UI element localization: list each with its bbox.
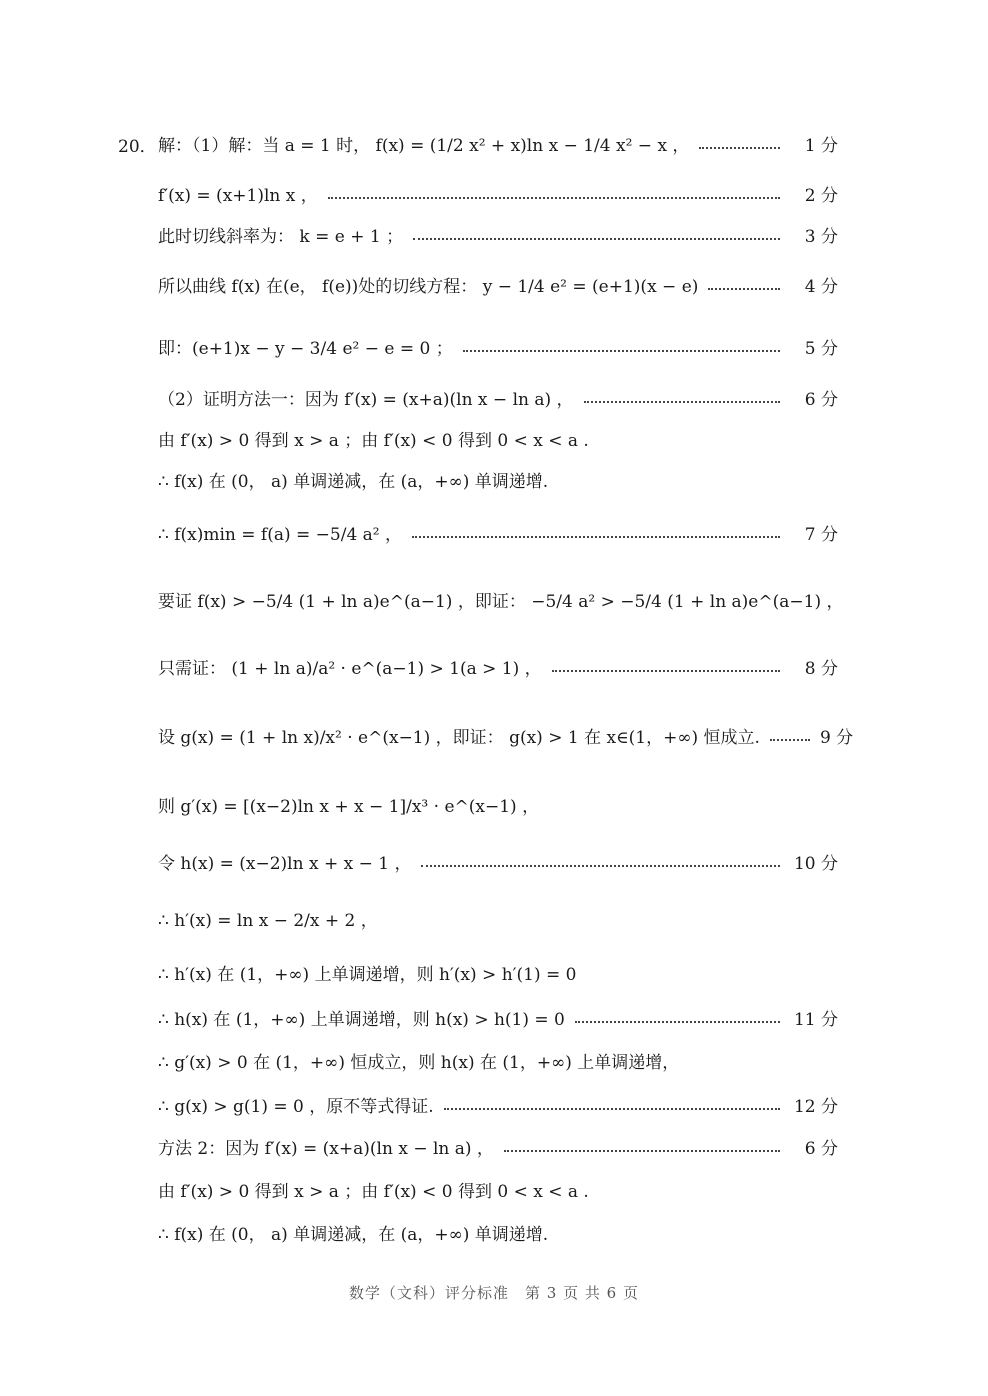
solution-line	[158, 121, 838, 165]
question-number: 20．	[118, 137, 157, 157]
solution-line	[158, 1210, 838, 1254]
dot-leader	[552, 670, 780, 672]
score-label: 3 分	[804, 226, 838, 247]
line-text: ∴ f(x)min = f(a) = −5/4 a² ，	[158, 524, 403, 545]
line-text: 所以曲线 f(x) 在(e， f(e))处的切线方程： y − 1/4 e² = (e+1)(x − e)	[158, 276, 699, 297]
score-label: 8 分	[804, 658, 838, 679]
solution-line	[158, 510, 838, 554]
solution-line	[158, 896, 838, 940]
solution-line	[158, 1167, 838, 1211]
line-text: 设 g(x) = (1 + ln x)/x² · e^(x−1) ，即证： g(x) > 1 在 x∈(1，+∞) 恒成立.	[158, 727, 760, 748]
solution-line	[158, 171, 838, 215]
solution-line	[158, 416, 838, 460]
solution-line	[158, 375, 838, 419]
page-footer: 数学（文科）评分标准 第 3 页 共 6 页	[349, 1284, 639, 1302]
solution-line	[158, 212, 838, 256]
solution-line	[158, 457, 838, 501]
line-text: 则 g′(x) = [(x−2)ln x + x − 1]/x³ · e^(x−1) ，	[158, 796, 540, 817]
solution-line	[158, 644, 838, 688]
dot-leader	[708, 288, 780, 290]
score-label: 12 分	[793, 1096, 838, 1117]
solution-line	[158, 782, 838, 826]
score-label: 11 分	[793, 1009, 838, 1030]
line-text: ∴ f(x) 在 (0， a) 单调递减，在 (a，+∞) 单调递增.	[158, 471, 549, 492]
line-text: 此时切线斜率为： k = e + 1 ；	[158, 226, 404, 247]
dot-leader	[421, 865, 780, 867]
line-text: ∴ h′(x) 在 (1，+∞) 上单调递增，则 h′(x) > h′(1) = 0	[158, 964, 577, 985]
solution-line	[158, 262, 838, 306]
line-text: （2）证明方法一：因为 f′(x) = (x+a)(ln x − ln a) ，	[158, 389, 574, 410]
line-text: 要证 f(x) > −5/4 (1 + ln a)e^(a−1) ，即证： −5/4 a² > −5/4 (1 + ln a)e^(a−1) ，	[158, 591, 844, 612]
solution-line	[158, 995, 838, 1039]
score-label: 10 分	[793, 853, 838, 874]
solution-line	[158, 839, 838, 883]
line-text: 只需证： (1 + ln a)/a² · e^(a−1) > 1(a > 1) ，	[158, 658, 542, 679]
line-text: ∴ h′(x) = ln x − 2/x + 2 ，	[158, 910, 378, 931]
score-label: 5 分	[804, 338, 838, 359]
solution-line	[158, 1082, 838, 1126]
dot-leader	[770, 739, 810, 741]
score-label: 2 分	[804, 185, 838, 206]
line-text: 由 f′(x) > 0 得到 x > a ；由 f′(x) < 0 得到 0 < x < a .	[158, 430, 589, 451]
solution-line	[158, 1038, 838, 1082]
score-label: 1 分	[804, 135, 838, 156]
solution-line	[158, 324, 838, 368]
dot-leader	[444, 1108, 780, 1110]
solution-line	[158, 713, 854, 757]
dot-leader	[584, 401, 780, 403]
line-text: 令 h(x) = (x−2)ln x + x − 1 ，	[158, 853, 412, 874]
line-text: ∴ f(x) 在 (0， a) 单调递减，在 (a，+∞) 单调递增.	[158, 1224, 549, 1245]
line-text: ∴ g′(x) > 0 在 (1，+∞) 恒成立，则 h(x) 在 (1，+∞) 上单调递增，	[158, 1052, 680, 1073]
dot-leader	[328, 197, 780, 199]
line-text: 由 f′(x) > 0 得到 x > a ；由 f′(x) < 0 得到 0 < x < a .	[158, 1181, 589, 1202]
score-label: 4 分	[804, 276, 838, 297]
line-text: 即：(e+1)x − y − 3/4 e² − e = 0 ；	[158, 338, 453, 359]
line-text: f′(x) = (x+1)ln x ，	[158, 185, 318, 206]
dot-leader	[699, 147, 780, 149]
solution-line	[158, 577, 844, 621]
dot-leader	[412, 536, 780, 538]
line-text: 方法 2：因为 f′(x) = (x+a)(ln x − ln a) ，	[158, 1138, 494, 1159]
dot-leader	[504, 1150, 780, 1152]
score-label: 6 分	[804, 389, 838, 410]
dot-leader	[413, 238, 780, 240]
line-text: 解：（1）解：当 a = 1 时， f(x) = (1/2 x² + x)ln x − 1/4 x² − x ，	[158, 135, 690, 156]
score-label: 6 分	[804, 1138, 838, 1159]
dot-leader	[575, 1021, 780, 1023]
dot-leader	[463, 350, 780, 352]
score-label: 9 分	[819, 727, 854, 748]
score-label: 7 分	[804, 524, 838, 545]
line-text: ∴ h(x) 在 (1，+∞) 上单调递增，则 h(x) > h(1) = 0	[158, 1009, 565, 1030]
solution-line	[158, 1124, 838, 1168]
solution-line	[158, 950, 838, 994]
line-text: ∴ g(x) > g(1) = 0 ，原不等式得证.	[158, 1096, 434, 1117]
